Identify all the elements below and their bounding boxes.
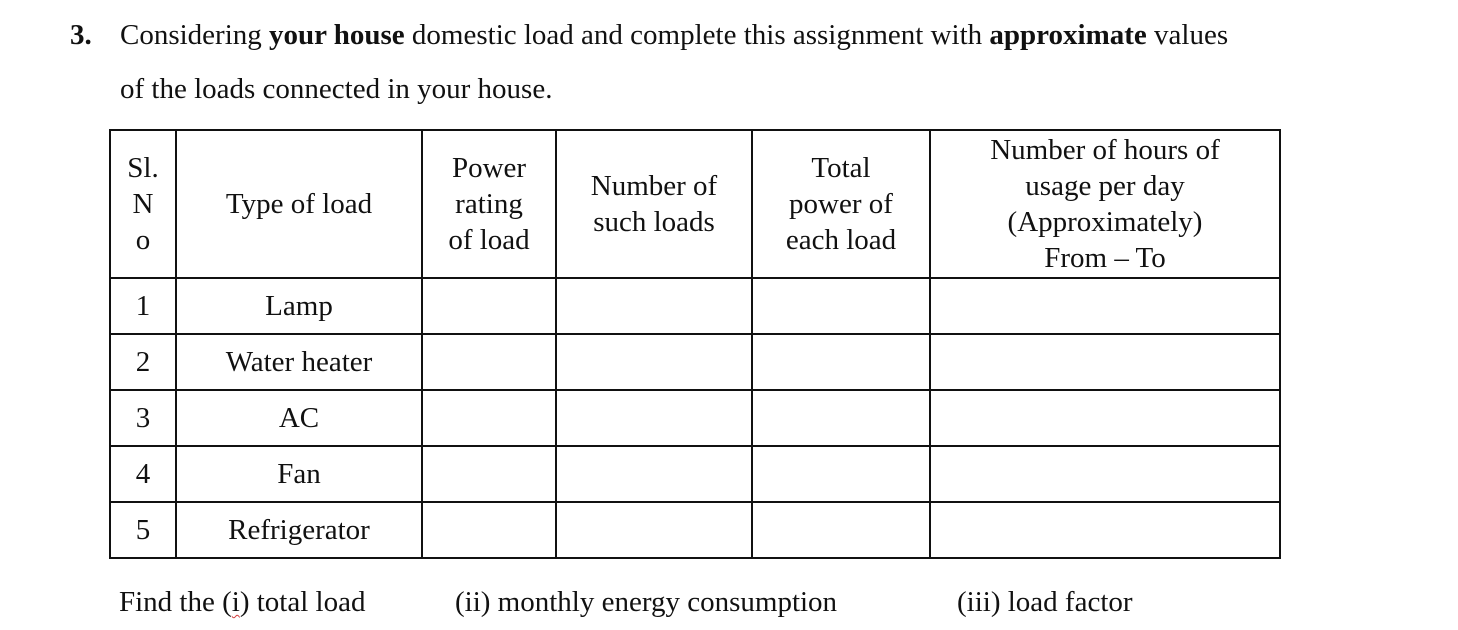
header-sl-no xyxy=(110,130,176,278)
load-table xyxy=(109,129,1281,559)
cell-number-of-loads[interactable] xyxy=(556,502,752,558)
cell-total-power[interactable] xyxy=(752,390,930,446)
cell-power-rating[interactable] xyxy=(422,446,556,502)
cell-hours-of-usage[interactable] xyxy=(930,502,1280,558)
cell-hours-of-usage[interactable] xyxy=(930,334,1280,390)
header-sl-no-line-2: N xyxy=(132,188,154,220)
question-block xyxy=(70,8,1440,116)
question-emphasis-approximate: approximate xyxy=(989,19,1147,51)
table-row xyxy=(110,390,1280,446)
cell-number-of-loads[interactable] xyxy=(556,446,752,502)
table-row xyxy=(110,446,1280,502)
spellcheck-marked-text: i xyxy=(231,586,240,618)
cell-total-power[interactable] xyxy=(752,446,930,502)
cell-hours-of-usage[interactable] xyxy=(930,390,1280,446)
cell-type-of-load: Fan xyxy=(176,446,422,502)
cell-number-of-loads[interactable] xyxy=(556,390,752,446)
question-text-3: values xyxy=(1146,19,1229,51)
header-number-of-loads: Number of such loads xyxy=(556,130,752,278)
cell-sl-no: 4 xyxy=(110,446,176,502)
table-header-row xyxy=(110,130,1280,278)
table-row xyxy=(110,278,1280,334)
cell-total-power[interactable] xyxy=(752,334,930,390)
question-emphasis-your-house: your house xyxy=(269,19,405,51)
cell-type-of-load: Water heater xyxy=(176,334,422,390)
cell-total-power[interactable] xyxy=(752,278,930,334)
cell-total-power[interactable] xyxy=(752,502,930,558)
cell-power-rating[interactable] xyxy=(422,334,556,390)
question-line-2: of the loads connected in your house. xyxy=(120,73,553,105)
header-sl-no-line-1: Sl. xyxy=(127,152,159,184)
cell-type-of-load: Lamp xyxy=(176,278,422,334)
question-number: 3. xyxy=(70,19,92,51)
footer-monthly-energy: (ii) monthly energy consumption xyxy=(455,586,838,618)
cell-power-rating[interactable] xyxy=(422,502,556,558)
table-row xyxy=(110,334,1280,390)
cell-sl-no: 5 xyxy=(110,502,176,558)
cell-sl-no: 1 xyxy=(110,278,176,334)
header-hours-of-usage: Number of hours of usage per day (Approximately) From – To xyxy=(930,130,1280,278)
cell-number-of-loads[interactable] xyxy=(556,334,752,390)
cell-type-of-load: AC xyxy=(176,390,422,446)
question-text-1: Considering xyxy=(120,19,270,51)
header-sl-no-line-3: o xyxy=(135,224,151,256)
question-line-1 xyxy=(70,8,1440,62)
cell-type-of-load: Refrigerator xyxy=(176,502,422,558)
cell-hours-of-usage[interactable] xyxy=(930,446,1280,502)
header-power-rating: Power rating of load xyxy=(422,130,556,278)
header-type-of-load: Type of load xyxy=(176,130,422,278)
footer-item-1-suffix: ) total load xyxy=(239,586,366,618)
cell-hours-of-usage[interactable] xyxy=(930,278,1280,334)
table-row xyxy=(110,502,1280,558)
cell-power-rating[interactable] xyxy=(422,390,556,446)
header-total-power: Total power of each load xyxy=(752,130,930,278)
footer-load-factor: (iii) load factor xyxy=(957,586,1133,618)
cell-power-rating[interactable] xyxy=(422,278,556,334)
footer-total-load xyxy=(119,582,365,622)
cell-number-of-loads[interactable] xyxy=(556,278,752,334)
footer-item-1-prefix: Find the ( xyxy=(119,586,232,618)
cell-sl-no: 3 xyxy=(110,390,176,446)
cell-sl-no: 2 xyxy=(110,334,176,390)
question-text-2: domestic load and complete this assignment with xyxy=(404,19,990,51)
